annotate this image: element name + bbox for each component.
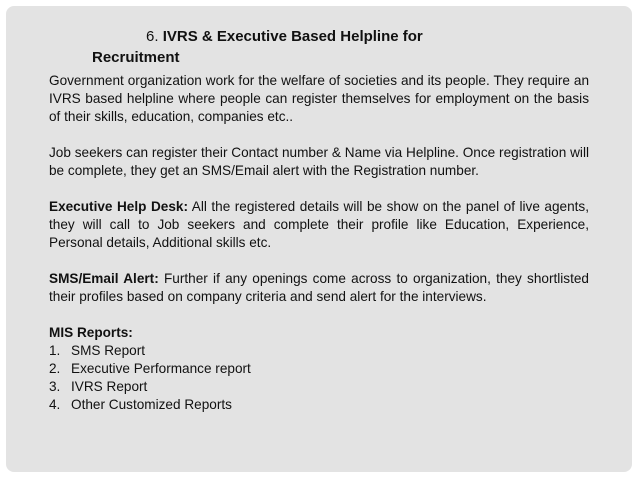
- list-item-number: 1.: [49, 343, 61, 358]
- registration-paragraph: Job seekers can register their Contact number & Name via Helpline. Once registration will be complete, they get an SMS/Email alert with the Registration number.: [49, 145, 589, 178]
- list-item-number: 3.: [49, 379, 61, 394]
- list-item-label: Other Customized Reports: [71, 397, 232, 412]
- executive-text: All the registered details will be show on the panel of live agents, they will call to Job seekers and complete their profile like Education, Experience, Personal details, Additional skills etc.: [49, 199, 589, 250]
- sms-text: Further if any openings come across to organization, they shortlisted their profiles based on company criteria and send alert for the interviews.: [49, 271, 589, 304]
- executive-paragraph: [49, 198, 589, 252]
- title-number: 6.: [146, 28, 159, 45]
- slide: [6, 6, 632, 472]
- slide-body: [49, 72, 589, 414]
- list-item-number: 4.: [49, 397, 61, 412]
- list-item: [49, 396, 589, 414]
- list-item: [49, 378, 589, 396]
- list-item-label: IVRS Report: [71, 379, 148, 394]
- list-item-number: 2.: [49, 361, 61, 376]
- list-item-label: SMS Report: [71, 343, 146, 358]
- sms-label: SMS/Email Alert:: [49, 271, 159, 286]
- title-text-1: IVRS & Executive Based Helpline for: [162, 28, 423, 45]
- title-line-1: [146, 26, 423, 47]
- list-item: [49, 360, 589, 378]
- sms-paragraph: [49, 270, 589, 306]
- executive-label: Executive Help Desk:: [49, 199, 188, 214]
- title-line-2: Recruitment: [92, 49, 180, 66]
- list-item: [49, 342, 589, 360]
- reports-heading: MIS Reports:: [49, 325, 133, 340]
- list-item-label: Executive Performance report: [71, 361, 251, 376]
- intro-paragraph: Government organization work for the welfare of societies and its people. They require an IVRS based helpline where people can register themselves for employment on the basis of their skills, education, companies etc..: [49, 73, 589, 124]
- reports-list: [49, 342, 589, 414]
